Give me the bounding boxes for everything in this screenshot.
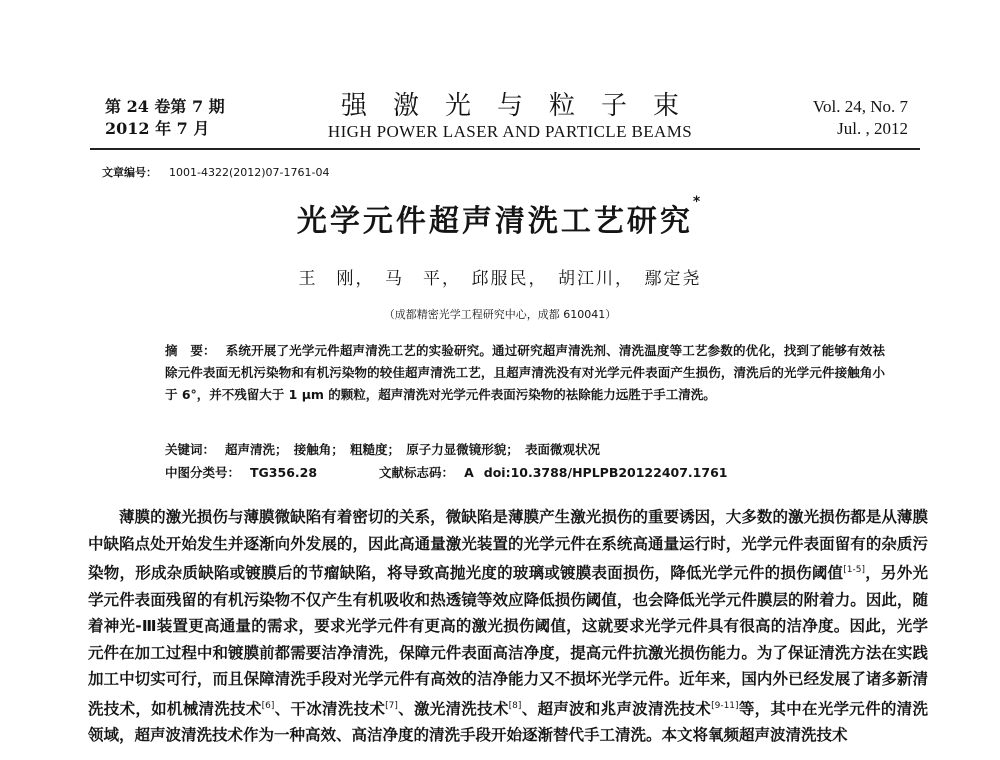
body-text-5: 、超声波和兆声波清洗技术 [521,699,712,718]
citation-ref: [8] [508,700,522,711]
body-text-4: 、激光清洗技术 [397,699,509,718]
body-paragraph [88,504,928,749]
date-en: Jul. , 2012 [837,119,908,138]
abstract-label: 摘 要： [165,343,216,358]
keywords [165,440,885,460]
keywords-text: 超声清洗； 接触角； 粗糙度； 原子力显微镜形貌； 表面微观状况 [225,442,601,457]
citation-ref: [6] [261,700,275,711]
citation-ref: [9-11] [711,700,739,711]
citation-ref: [7] [385,700,398,711]
abstract-text: 系统开展了光学元件超声清洗工艺的实验研究。通过研究超声清洗剂、清洗温度等工艺参数的优化，找到了能够有效祛除元件表面无机污染物和有机污染物的较佳超声清洗工艺，且超声清洗没有对光学元件表面产生损伤，清洗后的光学元件接触角小于 6°，并不残留大于 1 μm 的颗粒，超声清洗对光学元件表面污染物的祛除能力远胜于手工清洗。 [165,343,885,402]
article-number-value: 1001-4322(2012)07-1761-04 [169,166,330,179]
header-left [105,96,225,140]
affiliation: （成都精密光学工程研究中心，成都 610041） [383,308,617,321]
classification-line [165,463,905,481]
citation-ref: [1-5] [843,565,866,575]
article-number [102,164,329,180]
paper-title [0,196,1000,240]
clc-label: 中图分类号： [165,465,241,480]
doc-code-value: A [464,465,474,480]
body-text-6: 等，其中在光学元件的清洗领域，超声波清洗技术作为一种高效、高洁净度的清洗手段开始逐渐替代手工清洗。本文将氧频超声波清洗技术 [88,699,928,745]
article-number-label: 文章编号： [102,166,157,179]
paper-title-text: 光学元件超声清洗工艺研究 [296,204,693,239]
body-text-2: ，另外光学元件表面残留的有机污染物不仅产生有机吸收和热透镜等效应降低损伤阈值，也会降低光学元件膜层的附着力。因此，随着神光-Ⅲ装置更高通量的需求，要求光学元件有更高的激光损伤阈值，这就要求光学元件具有很高的洁净度。因此，光学元件在加工过程中和镀膜前都需要洁净清洗，保障元件表面高洁净度，提高元件抗激光损伤能力。为了保证清洗方法在实践加工中切实可行，而且保障清洗手段对光学元件有高效的洁净能力又不损坏光学元件。近年来，国内外已经发展了诸多新清洗技术，如机械清洗技术 [88,564,928,718]
volume-issue-cn: 第 24 卷第 7 期 [105,97,225,116]
volume-issue-en: Vol. 24, No. 7 [812,97,908,116]
doi: doi:10.3788/HPLPB20122407.1761 [483,465,728,480]
clc-value: TG356.28 [250,465,318,480]
journal-title-block [280,90,740,142]
doc-code-label: 文献标志码： [379,465,455,480]
journal-name-cn: 强激光与粒子束 [340,91,705,121]
keywords-label: 关键词： [165,442,216,457]
journal-name-en: HIGH POWER LASER AND PARTICLE BEAMS [327,122,693,141]
body-text-3: 、干冰清洗技术 [274,699,386,718]
author-list: 王 刚， 马 平， 邱服民， 胡江川， 鄢定尧 [298,269,702,289]
abstract [165,340,885,406]
header-rule [90,148,920,150]
header-right [813,96,908,140]
title-footnote-mark: * [692,194,704,210]
date-cn: 2012 年 7 月 [105,119,210,138]
body-text-1: 薄膜的激光损伤与薄膜微缺陷有着密切的关系，微缺陷是薄膜产生激光损伤的重要诱因，大多数的激光损伤都是从薄膜中缺陷点处开始发生并逐渐向外发展的，因此高通量激光装置的光学元件在系统高通量运行时，光学元件表面留有的杂质污染物，形成杂质缺陷或镀膜后的节瘤缺陷，将导致高抛光度的玻璃或镀膜表面损伤，降低光学元件的损伤阈值 [88,508,928,583]
